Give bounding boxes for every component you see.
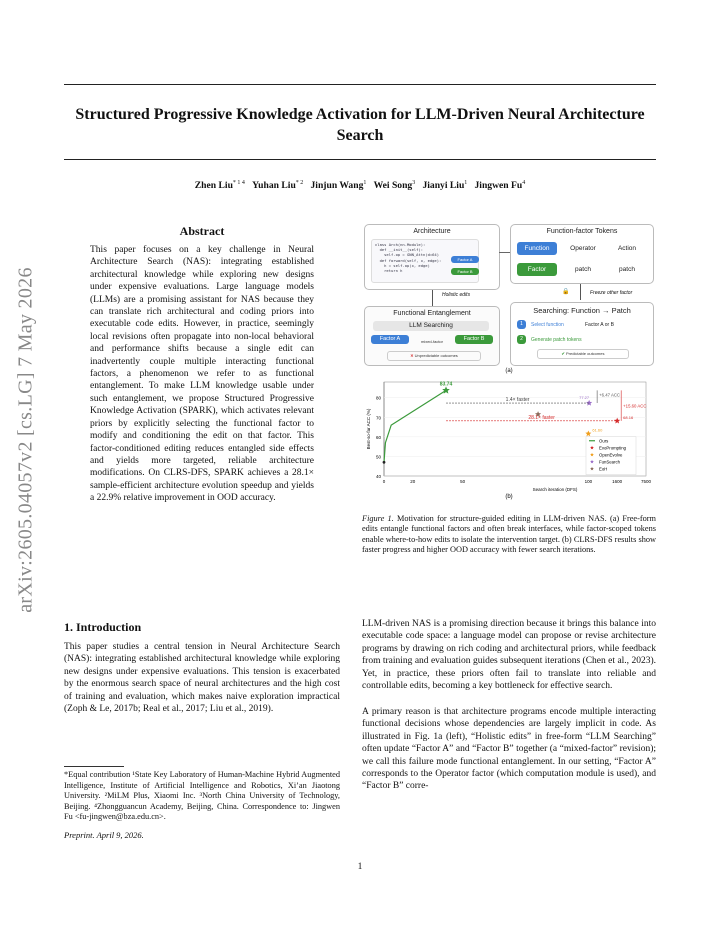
y-tick-label: 40 [375,474,381,479]
arxiv-id: arXiv:2605.04057v2 [cs.LG] 7 May 2026 [14,267,37,613]
code-line: def forward(self, x, edge): [375,257,442,263]
caption-text: Motivation for structure-guided editing in LLM-driven NAS. (a) Free-form edits entangle functional factors and often break interfaces, while factor-scoped tokens enable where-to-how edits to isolate the intervention target. (b) CLRS-DFS results show faster progress and higher OOD accuracy with fewer search iterations. [362,514,657,554]
x-tick-label: 7500 [640,479,652,484]
legend-label: EvoPrompting [599,445,626,451]
token-operator: Operator [570,245,596,252]
page-number: 1 [357,862,363,872]
predictable-text: Predictable outcomes [566,351,605,356]
legend-label: EoH [599,466,608,472]
unpredictable-outcomes [387,351,481,361]
token-patch-2: patch [619,266,635,273]
predictable-outcomes [537,349,629,359]
token-function: Function [517,242,557,255]
preprint-date: Preprint. April 9, 2026. [64,830,144,840]
mixed-factor-label: mixed-factor [420,339,443,344]
value-label-evoprompting: 68.16 [623,414,634,420]
x-axis-label: Search iteration (DFS) [532,487,578,492]
holistic-edits-label: Holistic edits [442,292,471,298]
factor-a-chip: Factor A [371,335,409,344]
author-list [64,180,656,191]
panel-b-label: (b) [505,494,513,500]
tokens-panel [510,224,654,284]
legend-label: Ours [599,438,609,444]
tokens-title: Function-factor Tokens [546,228,618,235]
y-tick-label: 50 [375,454,381,460]
cross-icon: ✕ [410,353,414,358]
baseline-point-openevolve [585,431,591,437]
intro-paragraph-3: A primary reason is that architecture programs encode multiple interacting functional decisions whose dependencies are largely implicit in code. As illustrated in Fig. 1a (left), “Holistic edits” in free-form “LLM Searching” often update “Factor A” and “Factor B” together (a “mixed-factor” revision); we call this failure mode functional entanglement. In our setting, “Factor A” corresponds to the Operator factor (which computation module is used), and “Factor B” corre- [362,707,656,792]
code-line: def __init__(self): [375,247,424,253]
searching-title: Searching: Function → Patch [533,306,631,315]
annotation-acc-15: +15.60 ACC [623,403,647,409]
y-axis-label: Best-so-far ACC (%) [366,408,371,450]
token-action: Action [617,245,637,252]
y-tick-label: 70 [375,415,381,421]
footnote-rule [64,766,124,767]
intro-paragraph-1: This paper studies a central tension in Neural Architecture Search (NAS): integrating established architectural knowledge while exploring new designs under expensive evaluations. This tension is exacerbated by the enormous search space of neural architectures and the high cost of training and evaluation, which makes naive exploration impractical (Zoph & Le, 2017b; Real et al., 2017; Liu et al., 2019). [64,642,340,715]
author-name: Jinjun Wang [310,180,364,192]
arxiv-stamp [6,250,46,630]
unpredictable-text: Unpredictable outcomes [414,353,458,358]
caption-label: Figure 1. [362,514,394,523]
figure-caption [362,514,656,555]
figure-1a [362,222,656,372]
paper-title: Structured Progressive Knowledge Activation for LLM-Driven Neural Architecture Search [75,106,645,144]
x-tick-label: 1600 [612,479,623,484]
code-line: self.op = GNN_Attn(d=64) [375,252,440,258]
down-arrow-right [580,284,581,300]
introduction-heading: 1. Introduction [64,620,142,634]
author-name: Jianyi Liu [422,180,465,192]
step-2-badge: 2 [517,335,526,344]
architecture-title: Architecture [413,228,451,235]
author-affiliation: * 2 [295,180,304,186]
baseline-point-evoprompting [614,418,620,424]
abstract-text: This paper focuses on a key challenge in Neural Architecture Search (NAS): integrating established architectural knowledge while exploring new designs under expensive evaluations. Large language models (LLMs) are a promising assistant for NAS because they can translate rich architectural and coding priors into executable code edits. However, in practice, seemingly local revisions often propagate into non-local behavioral and performance shifts because a single edit can inadvertently couple multiple interacting functional factors, a phenomenon we refer to as functional entanglement. To make LLM knowledge usable under such entanglement, we propose Structured Progressive Knowledge Activation (SPARK), which activates relevant priors by explicitly selecting the functional factor to modify and conditioning the edit on that factor. This factor-conditioned editing reduces entangled side effects and yields more targeted, reliable architecture modifications. On CLRS-DFS, SPARK achieves a 28.1× sample-efficient architecture evolution speedup and yields a 22.9% relative improvement in OOD accuracy. [90,245,314,504]
legend-label: FunSearch [599,459,621,465]
value-label-funsearch: 77.27 [579,395,590,401]
token-patch-1: patch [575,266,591,273]
code-line: h = self.op(x, edge) [375,262,430,268]
step-1-tail: Factor A or B [585,322,614,328]
down-arrow-left [432,290,433,306]
code-tag-factor-b: Factor B [451,268,479,275]
x-tick-label: 0 [382,479,386,484]
step-1-text: Select function [531,322,564,328]
step-1-badge: 1 [517,320,526,329]
author-affiliation: 1 [464,180,468,186]
code-line: class Arch(nn.Module): [375,242,426,247]
author-affiliation: 1 [363,180,367,186]
intro-paragraph-2: LLM-driven NAS is a promising direction because it brings this balance into executable code space: a language model can propose or revise architecture programs by drawing on rich coding and architectural priors, while feedback from training and evaluation guides subsequent iterations (Chen et al., 2023). Yet, in practice, these priors often fail to translate into reliable and controllable edits, becoming a key bottleneck for effective search. [362,619,656,692]
architecture-panel [364,224,500,290]
freeze-label: Freeze other factor [590,290,633,296]
step-2-text: Generate patch tokens [531,337,582,343]
series-start-point [383,461,386,464]
title-rule [64,159,656,160]
author-affiliation: * 1 4 [232,180,245,186]
panel-a-label: (a) [505,368,513,374]
author-name: Wei Song [373,180,413,192]
top-rule [64,84,656,85]
y-tick-label: 60 [375,434,381,440]
peak-label: 83.74 [439,381,453,388]
x-tick-label: 100 [584,479,593,484]
code-tag-factor-a: Factor A [451,256,479,263]
author-name: Yuhan Liu [252,180,296,192]
legend-label: OpenEvolve [599,452,623,458]
value-label-openevolve: 61.60 [592,427,603,433]
annotation-acc-6: +6.47 ACC [599,392,621,398]
x-tick-label: 20 [410,479,416,484]
figure-1b-chart [362,378,656,502]
annotation-1x4: 1.4× faster [505,397,530,404]
y-tick-label: 80 [375,395,381,401]
x-tick-label: 50 [460,479,466,484]
author-affiliation: 3 [412,180,416,186]
annotation-28x: 28.1× faster [528,414,555,421]
searching-panel [510,302,654,366]
factor-b-chip: Factor B [455,335,493,344]
lock-icon: 🔒 [562,289,570,295]
code-line: return h [375,268,403,274]
token-factor: Factor [517,263,557,276]
footnote: *Equal contribution ¹State Key Laboratory of Human-Machine Hybrid Augmented Intelligence, Institute of Artificial Intelligence and Robotics, Xi’an Jiaotong University. ²MiLM Plus, Xiaomi Inc. ³North China University of Technology, Beijing. ⁴Zhongguancun Academy, Beijing, China. Correspondence to: Jingwen Fu <fu-jingwen@bza.edu.cn>. [64,770,340,821]
series-line-ours [384,390,446,462]
author-affiliation: 4 [522,180,526,186]
entanglement-panel [364,306,500,366]
author-name: Zhen Liu [194,180,233,192]
abstract-heading: Abstract [179,224,225,238]
author-name: Jingwen Fu [474,180,523,192]
llm-searching: LLM Searching [373,321,489,331]
baseline-point-funsearch [586,400,592,406]
entanglement-title: Functional Entanglement [393,310,471,317]
check-icon: ✔ [561,351,565,356]
